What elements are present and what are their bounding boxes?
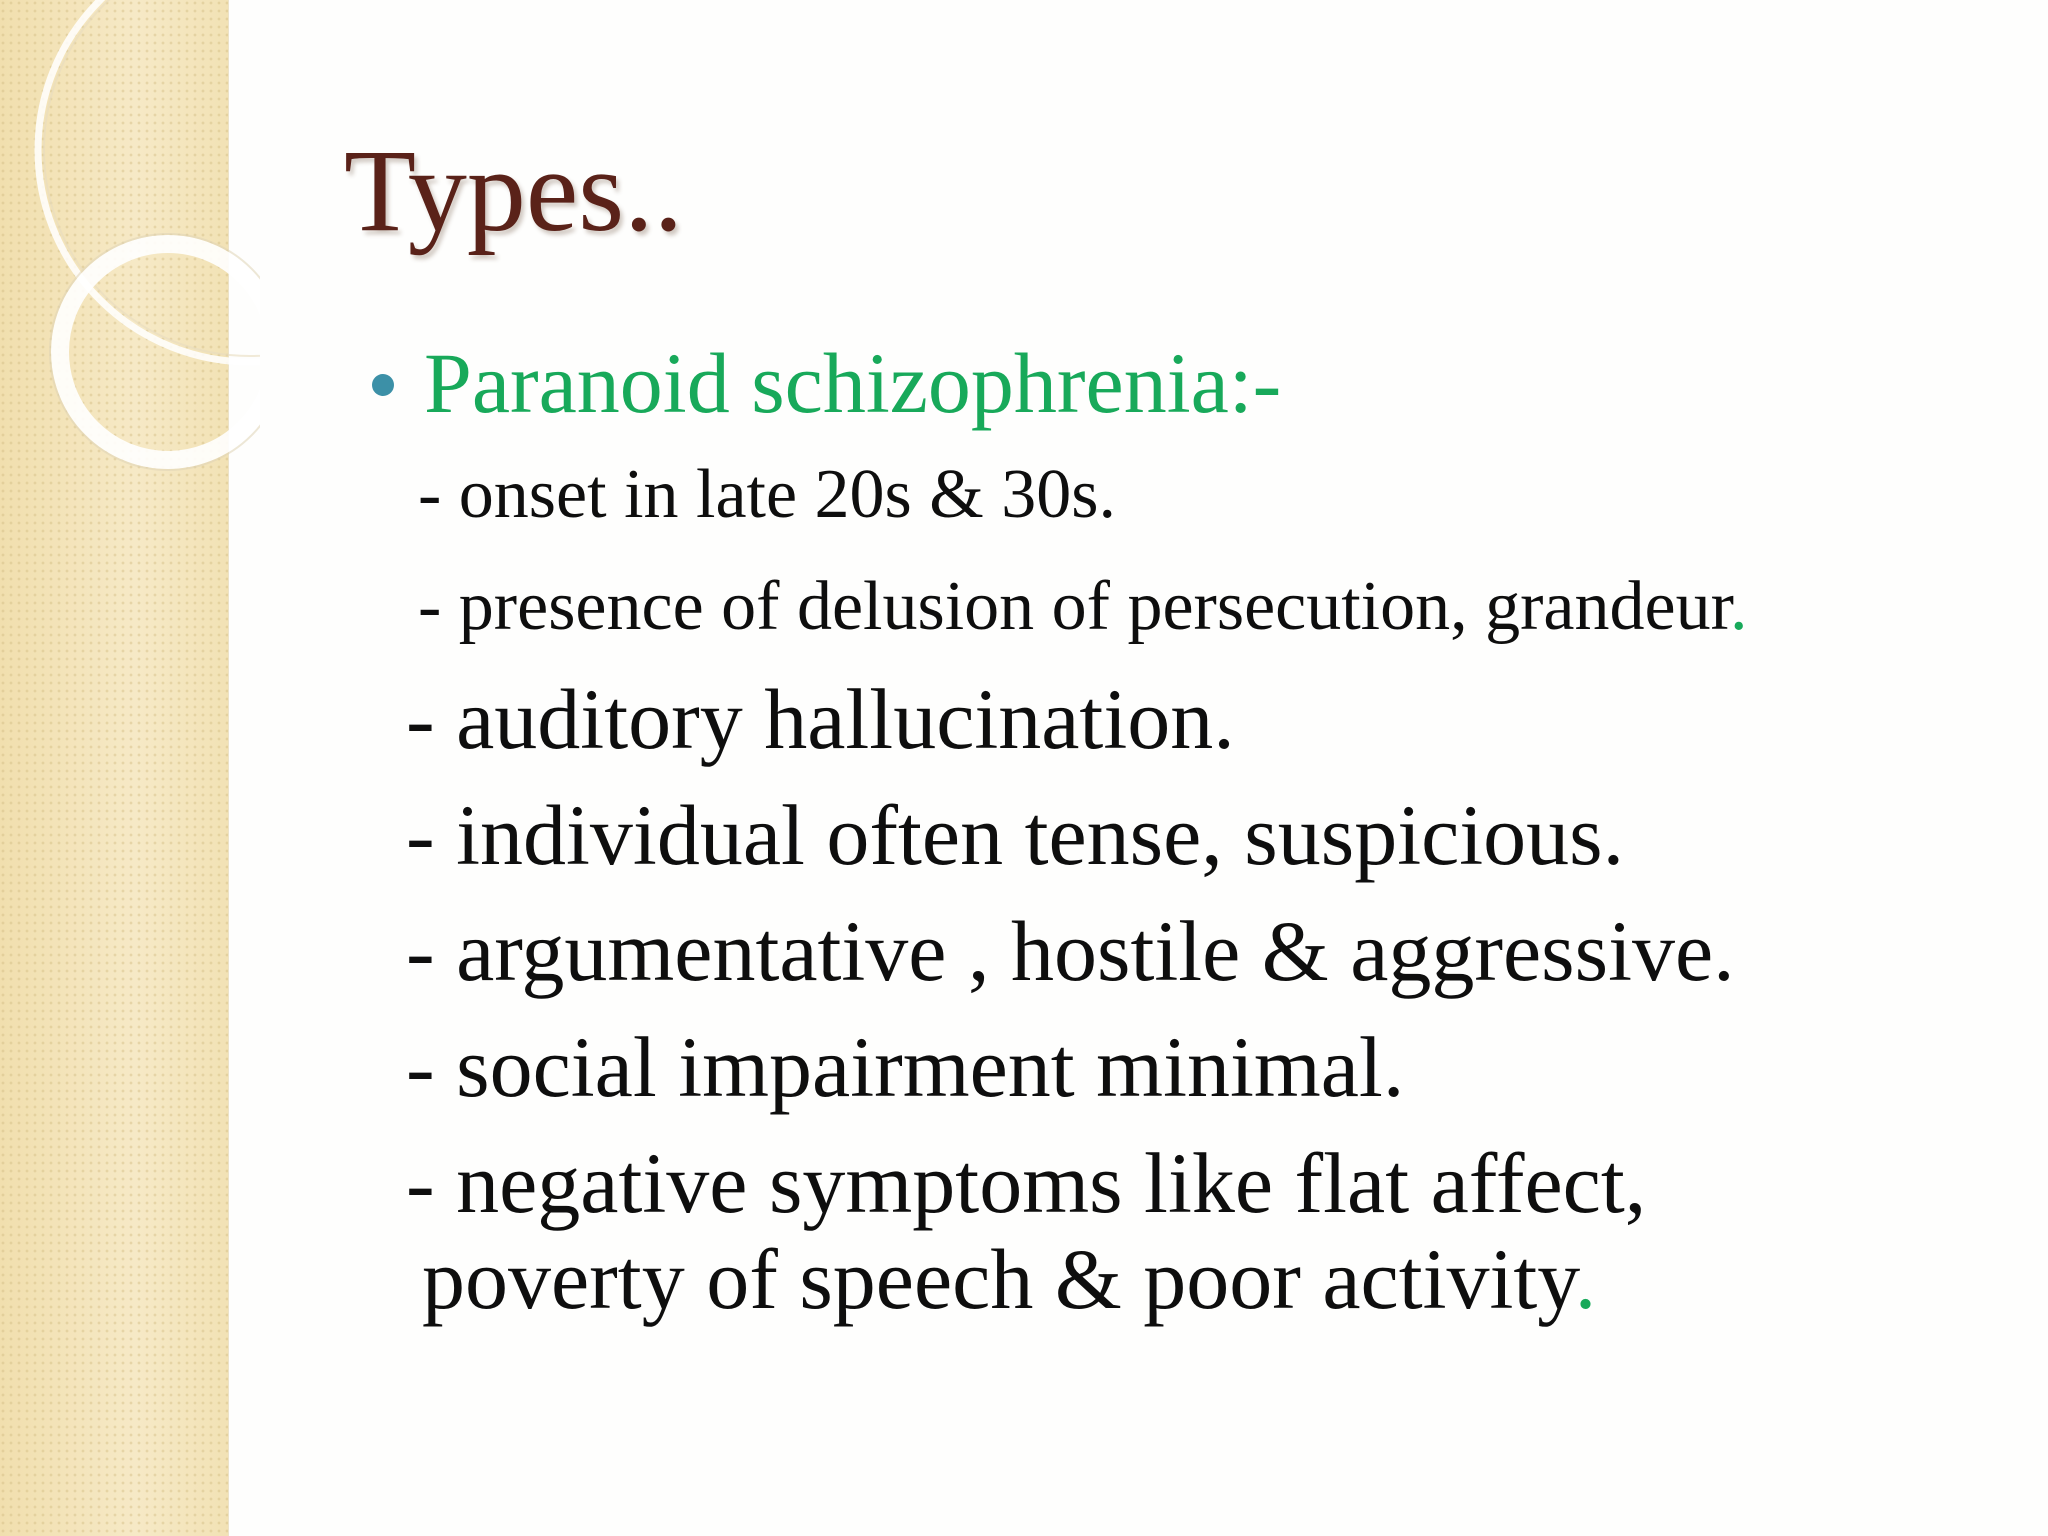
list-item: [422, 1231, 1597, 1327]
bullet-icon: [372, 374, 394, 396]
list-item-text: - onset in late 20s & 30s.: [418, 456, 1116, 533]
slide-title: Types..: [344, 125, 684, 256]
list-item-text: - individual often tense, suspicious.: [406, 787, 1625, 883]
list-item: [406, 1019, 1405, 1115]
list-item-text: - argumentative , hostile & aggressive.: [406, 903, 1735, 999]
list-item-text: poverty of speech & poor activity: [422, 1231, 1575, 1327]
list-item-text: - presence of delusion of persecution, grandeur: [418, 568, 1731, 645]
list-item-suffix: .: [1730, 568, 1748, 645]
list-item: [406, 903, 1735, 999]
list-item: [406, 671, 1235, 767]
list-item-text: - auditory hallucination.: [406, 671, 1235, 767]
list-item-suffix: .: [1574, 1231, 1597, 1327]
list-item: [406, 787, 1625, 883]
list-item-text: - negative symptoms like flat affect,: [406, 1135, 1647, 1231]
list-item: [418, 456, 1116, 533]
list-item: [406, 1135, 1647, 1231]
list-item: [418, 568, 1748, 645]
section-heading: Paranoid schizophrenia:-: [424, 335, 1282, 431]
list-item-text: - social impairment minimal.: [406, 1019, 1405, 1115]
